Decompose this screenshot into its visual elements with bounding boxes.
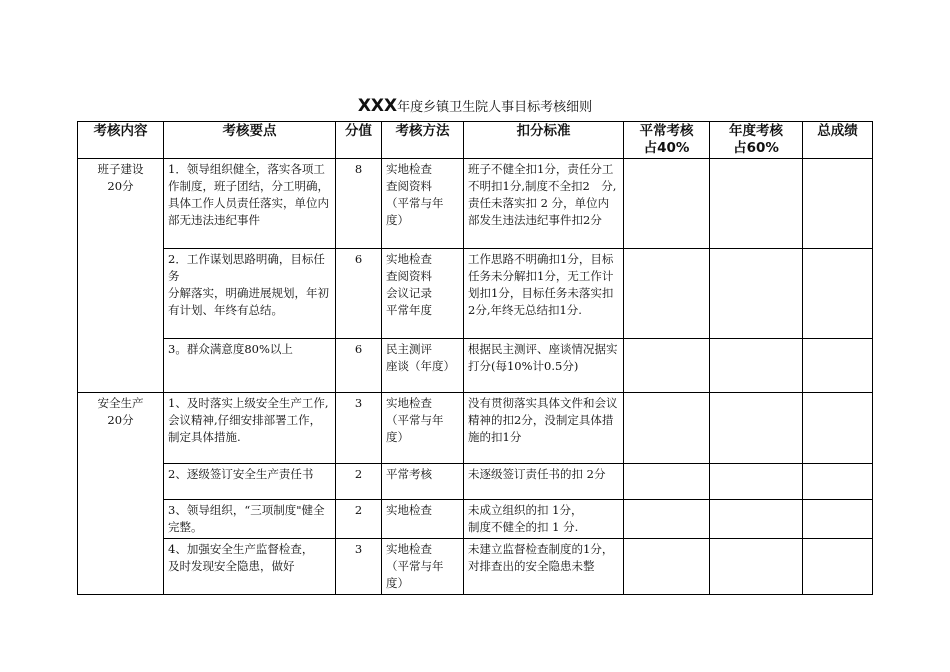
table-row [78,393,873,464]
annual-score-cell[interactable] [710,539,803,595]
category-cell: 安全生产 20分 [78,393,164,595]
total-score-cell[interactable] [803,539,873,595]
method-cell: 实地检查 （平常与年度） [382,539,464,595]
total-score-cell[interactable] [803,393,873,464]
method-cell: 实地检查 （平常与年度） [382,393,464,464]
deduction-cell: 未建立监督检查制度的1分， 对排查出的安全隐患未整 [464,539,624,595]
regular-score-cell[interactable] [624,464,710,500]
table-row [78,539,873,595]
method-cell: 实地检查 [382,500,464,539]
total-score-cell[interactable] [803,464,873,500]
regular-score-cell[interactable] [624,500,710,539]
point-cell: 3、领导组织，“三项制度"健全完整。 [164,500,336,539]
annual-score-cell[interactable] [710,464,803,500]
regular-score-cell[interactable] [624,393,710,464]
header-point: 考核要点 [164,122,336,159]
total-score-cell[interactable] [803,500,873,539]
score-cell: 6 [336,249,382,339]
deduction-cell: 根据民主测评、座谈情况据实打分(每10%计0.5分) [464,339,624,393]
table-row [78,500,873,539]
regular-score-cell[interactable] [624,539,710,595]
point-cell: 2．工作谋划思路明确，目标任务 分解落实，明确进展规划，年初有计划、年终有总结。 [164,249,336,339]
table-row [78,464,873,500]
total-score-cell[interactable] [803,339,873,393]
header-row [78,122,873,159]
document-title [0,96,950,118]
point-cell: 1、及时落实上级安全生产工作,会议精神,仔细安排部署工作，制定具体措施. [164,393,336,464]
annual-score-cell[interactable] [710,339,803,393]
deduction-cell: 未成立组织的扣 1分， 制度不健全的扣 1 分. [464,500,624,539]
header-annual: 年度考核 占60% [710,122,803,159]
header-deduction: 扣分标准 [464,122,624,159]
annual-score-cell[interactable] [710,393,803,464]
deduction-cell: 没有贯彻落实具体文件和会议精神的扣2分，没制定具体措施的扣1分 [464,393,624,464]
score-cell: 3 [336,393,382,464]
header-regular: 平常考核 占40% [624,122,710,159]
score-cell: 2 [336,464,382,500]
header-total: 总成绩 [803,122,873,159]
category-cell: 班子建设 20分 [78,159,164,393]
table-row [78,249,873,339]
score-cell: 6 [336,339,382,393]
header-category: 考核内容 [78,122,164,159]
point-cell: 2、逐级签订安全生产责任书 [164,464,336,500]
header-method: 考核方法 [382,122,464,159]
point-cell: 3。群众满意度80%以上 [164,339,336,393]
regular-score-cell[interactable] [624,159,710,249]
point-cell: 4、加强安全生产监督检查， 及时发现安全隐患，做好 [164,539,336,595]
title-text: 年度乡镇卫生院人事目标考核细则 [397,100,593,115]
method-cell: 民主测评 座谈（年度） [382,339,464,393]
assessment-table [77,121,873,595]
score-cell: 3 [336,539,382,595]
annual-score-cell[interactable] [710,500,803,539]
annual-score-cell[interactable] [710,159,803,249]
deduction-cell: 班子不健全扣1分，责任分工不明扣1分,制度不全扣2 分,责任未落实扣 2 分，单位内部发生违法违纪事件扣2分 [464,159,624,249]
annual-score-cell[interactable] [710,249,803,339]
title-prefix: XXX [357,96,398,116]
method-cell: 实地检查 查阅资料 （平常与年度） [382,159,464,249]
method-cell: 平常考核 [382,464,464,500]
deduction-cell: 工作思路不明确扣1分，目标任务未分解扣1分，无工作计划扣1分，目标任务未落实扣2分,年终无总结扣1分. [464,249,624,339]
deduction-cell: 未逐级签订责任书的扣 2分 [464,464,624,500]
regular-score-cell[interactable] [624,249,710,339]
table-row [78,159,873,249]
total-score-cell[interactable] [803,159,873,249]
score-cell: 8 [336,159,382,249]
table-row [78,339,873,393]
regular-score-cell[interactable] [624,339,710,393]
score-cell: 2 [336,500,382,539]
header-score: 分值 [336,122,382,159]
total-score-cell[interactable] [803,249,873,339]
method-cell: 实地检查 查阅资料 会议记录 平常年度 [382,249,464,339]
point-cell: 1．领导组织健全，落实各项工作制度，班子团结，分工明确， 具体工作人员责任落实，单位内部无违法违纪事件 [164,159,336,249]
